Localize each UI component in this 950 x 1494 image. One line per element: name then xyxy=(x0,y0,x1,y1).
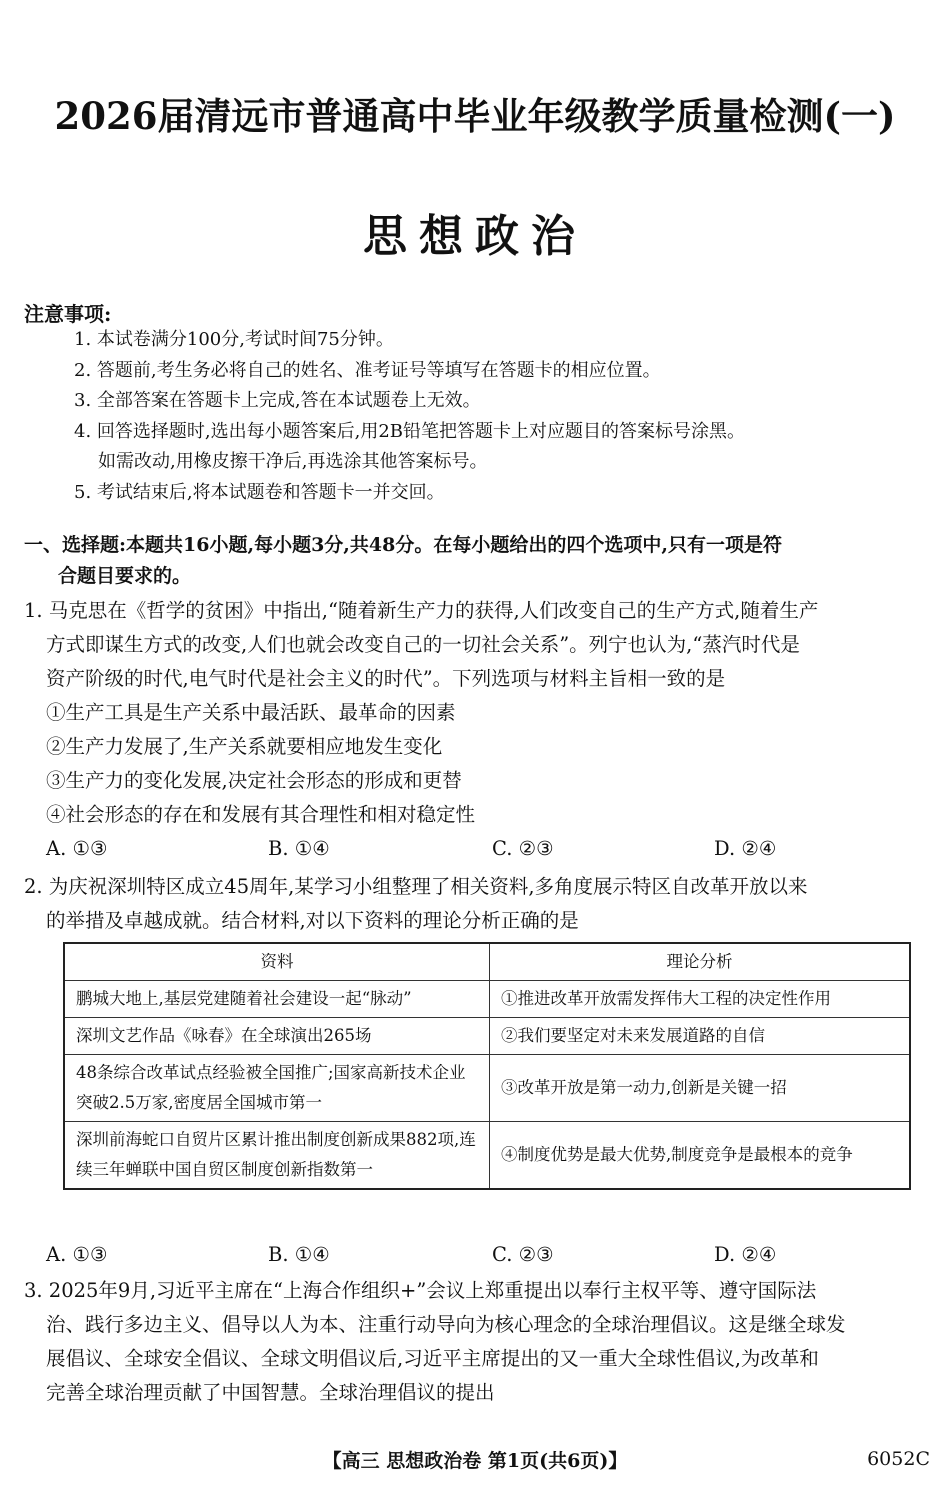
table-cell-material: 深圳前海蛇口自贸片区累计推出制度创新成果882项,连续三年蝉联中国自贸区制度创新指数第一 xyxy=(64,1122,490,1190)
question-stem-line: 2. 为庆祝深圳特区成立45周年,某学习小组整理了相关资料,多角度展示特区自改革开放以来 xyxy=(24,875,808,898)
paper-code: 6052C xyxy=(867,1448,930,1470)
notice-item: 3. 全部答案在答题卡上完成,答在本试题卷上无效。 xyxy=(74,390,481,411)
choice-b: B. ①④ xyxy=(268,1243,330,1266)
question-stem-line: 展倡议、全球安全倡议、全球文明倡议后,习近平主席提出的又一重大全球性倡议,为改革和 xyxy=(46,1347,819,1370)
notice-item: 1. 本试卷满分100分,考试时间75分钟。 xyxy=(74,329,394,350)
notice-item: 4. 回答选择题时,选出每小题答案后,用2B铅笔把答题卡上对应题目的答案标号涂黑。 xyxy=(74,420,746,442)
notice-item: 2. 答题前,考生务必将自己的姓名、准考证号等填写在答题卡的相应位置。 xyxy=(74,359,661,381)
question-stem-line: 完善全球治理贡献了中国智慧。全球治理倡议的提出 xyxy=(46,1381,495,1404)
choice-d: D. ②④ xyxy=(714,1243,777,1266)
question-1 xyxy=(24,594,934,866)
table-cell-material: 深圳文艺作品《咏春》在全球演出265场 xyxy=(64,1018,490,1055)
table-cell-analysis: ④制度优势是最大优势,制度竞争是最根本的竞争 xyxy=(490,1122,911,1190)
notice-list xyxy=(74,325,934,508)
question-statement: ③生产力的变化发展,决定社会形态的形成和更替 xyxy=(46,769,462,792)
table-row xyxy=(64,981,910,1018)
section-heading xyxy=(24,530,934,592)
question-stem-line: 的举措及卓越成就。结合材料,对以下资料的理论分析正确的是 xyxy=(46,909,579,932)
question-stem-line: 资产阶级的时代,电气时代是社会主义的时代”。下列选项与材料主旨相一致的是 xyxy=(46,667,726,690)
table-row xyxy=(64,1055,910,1122)
choice-a: A. ①③ xyxy=(46,1243,108,1266)
choice-d: D. ②④ xyxy=(714,837,777,860)
answer-choices xyxy=(24,1238,934,1272)
reference-table xyxy=(63,942,911,1190)
table-header-row xyxy=(64,943,910,981)
table-header: 资料 xyxy=(64,943,490,981)
question-stem-line: 方式即谋生方式的改变,人们也就会改变自己的一切社会关系”。列宁也认为,“蒸汽时代是 xyxy=(46,633,800,656)
section-heading-line: 合题目要求的。 xyxy=(58,565,192,587)
notice-heading: 注意事项: xyxy=(24,302,112,326)
answer-choices xyxy=(24,832,934,866)
table-cell-material: 48条综合改革试点经验被全国推广;国家高新技术企业突破2.5万家,密度居全国城市第一 xyxy=(64,1055,490,1122)
section-heading-line: 一、选择题:本题共16小题,每小题3分,共48分。在每小题给出的四个选项中,只有一项是符 xyxy=(24,534,782,556)
table-cell-analysis: ①推进改革开放需发挥伟大工程的决定性作用 xyxy=(490,981,911,1018)
subject-title: 思想政治 xyxy=(363,211,587,262)
table-cell-analysis: ③改革开放是第一动力,创新是关键一招 xyxy=(490,1055,911,1122)
question-3 xyxy=(24,1274,934,1410)
question-statement: ②生产力发展了,生产关系就要相应地发生变化 xyxy=(46,735,443,758)
question-stem-line: 3. 2025年9月,习近平主席在“上海合作组织+”会议上郑重提出以奉行主权平等、遵守国际法 xyxy=(24,1279,817,1302)
choice-b: B. ①④ xyxy=(268,837,330,860)
choice-c: C. ②③ xyxy=(492,1243,554,1266)
question-2-choices xyxy=(24,1238,934,1272)
table-cell-material: 鹏城大地上,基层党建随着社会建设一起“脉动” xyxy=(64,981,490,1018)
question-2 xyxy=(24,870,934,938)
notice-item: 5. 考试结束后,将本试题卷和答题卡一并交回。 xyxy=(74,481,445,503)
table-row xyxy=(64,1122,910,1190)
question-statement: ④社会形态的存在和发展有其合理性和相对稳定性 xyxy=(46,803,476,826)
table-cell-analysis: ②我们要坚定对未来发展道路的自信 xyxy=(490,1018,911,1055)
choice-a: A. ①③ xyxy=(46,837,108,860)
question-statement: ①生产工具是生产关系中最活跃、最革命的因素 xyxy=(46,701,456,724)
page-footer: 【高三 思想政治卷 第1页(共6页)】 xyxy=(322,1450,628,1472)
table-header: 理论分析 xyxy=(490,943,911,981)
question-stem-line: 治、践行多边主义、倡导以人为本、注重行动导向为核心理念的全球治理倡议。这是继全球发 xyxy=(46,1313,846,1336)
question-stem-line: 1. 马克思在《哲学的贫困》中指出,“随着新生产力的获得,人们改变自己的生产方式,随着生产 xyxy=(24,599,819,622)
table-row xyxy=(64,1018,910,1055)
exam-title: 2026届清远市普通高中毕业年级教学质量检测(一) xyxy=(54,94,896,138)
notice-item-continuation: 如需改动,用橡皮擦干净后,再选涂其他答案标号。 xyxy=(98,451,488,472)
choice-c: C. ②③ xyxy=(492,837,554,860)
